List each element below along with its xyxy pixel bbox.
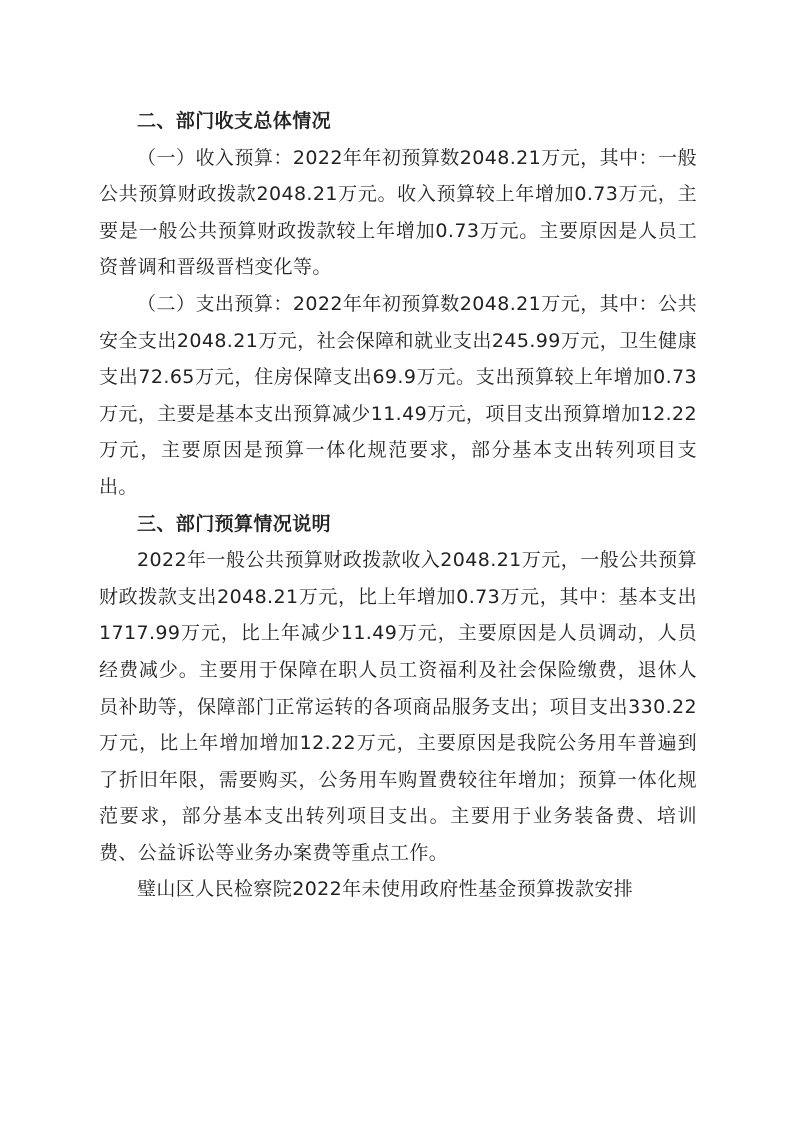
section-heading-3: 三、部门预算情况说明 <box>137 512 332 535</box>
paragraph-income-budget: （一）收入预算：2022年年初预算数2048.21万元，其中：一般公共预算财政拨款2048.21万元。收入预算较上年增加0.73万元，主要是一般公共预算财政拨款较上年增加0.73万元。主要原因是人员工资普调和晋级晋档变化等。 <box>99 146 697 279</box>
paragraph-government-fund: 璧山区人民检察院2022年未使用政府性基金预算拨款安排 <box>137 878 634 901</box>
document-body <box>99 103 697 908</box>
paragraph-expense-budget: （二）支出预算：2022年年初预算数2048.21万元，其中：公共安全支出2048.21万元，社会保障和就业支出245.99万元，卫生健康支出72.65万元，住房保障支出69.9万元。支出预算较上年增加0.73万元，主要是基本支出预算减少11.49万元，项目支出预算增加12.22万元，主要原因是预算一体化规范要求，部分基本支出转列项目支出。 <box>99 292 697 498</box>
section-heading-2: 二、部门收支总体情况 <box>137 110 332 132</box>
paragraph-budget-explanation: 2022年一般公共预算财政拨款收入2048.21万元，一般公共预算财政拨款支出2048.21万元，比上年增加0.73万元，其中：基本支出1717.99万元，比上年减少11.49万元，主要原因是人员调动，人员经费减少。主要用于保障在职人员工资福利及社会保险缴费，退休人员补助等，保障部门正常运转的各项商品服务支出；项目支出330.22万元，比上年增加增加12.22万元，主要原因是我院公务用车普遍到了折旧年限，需要购买，公务用车购置费较往年增加；预算一体化规范要求，部分基本支出转列项目支出。主要用于业务装备费、培训费、公益诉讼等业务办案费等重点工作。 <box>99 549 697 864</box>
